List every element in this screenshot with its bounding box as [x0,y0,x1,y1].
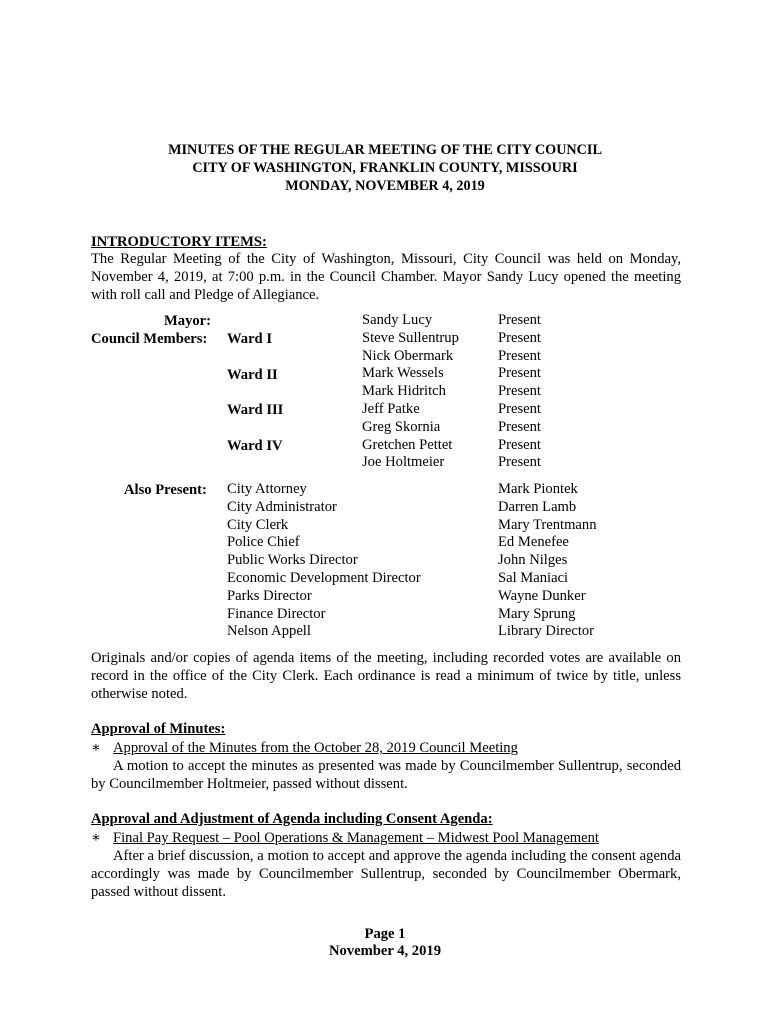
bullet-icon: ∗ [91,830,101,846]
approval-agenda-text: After a brief discussion, a motion to accept and approve the agenda including the consent agenda accordingly was made by Councilmember Sullentrup, seconded by Councilmember Obermark, passed without dissent. [91,848,681,900]
roll-status-column [498,312,541,472]
staff-name: Mary Trentmann [498,516,597,533]
bullet-icon: ∗ [91,740,101,756]
roll-name: Nick Obermark [362,347,454,364]
roll-status: Present [498,312,541,328]
roll-status: Present [498,383,541,400]
roll-name: Mark Hidritch [362,383,446,400]
staff-name: Mary Sprung [498,605,576,622]
staff-name: Wayne Dunker [498,587,586,604]
staff-title: Public Works Director [227,552,358,569]
footer-date: November 4, 2019 [328,943,441,959]
roll-name: Mark Wessels [362,365,444,382]
staff-name: Library Director [498,623,595,640]
document-title-line2: CITY OF WASHINGTON, FRANKLIN COUNTY, MISSOURI [192,160,578,176]
staff-name: Mark Piontek [498,481,578,497]
roll-status: Present [498,400,541,417]
staff-title: Police Chief [227,534,300,551]
staff-title: City Clerk [227,516,289,533]
ward-label: Ward IV [227,438,283,454]
roll-status: Present [498,347,541,364]
roll-names-column [362,312,459,472]
document-title-date: MONDAY, NOVEMBER 4, 2019 [285,178,485,194]
council-members-label: Council Members: [91,331,208,347]
staff-names-column [498,481,597,641]
roll-name: Sandy Lucy [362,312,433,328]
originals-paragraph: Originals and/or copies of agenda items of the meeting, including recorded votes are available on record in the office of the City Clerk. Each ordinance is read a minimum of twice by title, unless otherwise noted. [91,650,681,702]
page-number: Page 1 [364,926,406,942]
roll-name: Jeff Patke [362,400,420,417]
staff-title: City Administrator [227,498,337,515]
approval-agenda-item-title: Final Pay Request – Pool Operations & Management – Midwest Pool Management [113,830,599,846]
staff-name: Ed Menefee [498,534,569,551]
intro-heading: INTRODUCTORY ITEMS: [91,234,267,250]
approval-minutes-heading: Approval of Minutes: [91,721,226,737]
approval-minutes-item [91,739,681,757]
ward-label: Ward II [227,367,278,383]
ward-label: Ward III [227,402,284,418]
staff-name: Sal Maniaci [498,569,569,586]
roll-status: Present [498,365,541,382]
staff-title: City Attorney [227,481,307,497]
staff-title: Parks Director [227,587,312,604]
roll-status: Present [498,418,541,435]
staff-name: Darren Lamb [498,498,577,515]
roll-name: Greg Skornia [362,418,441,435]
approval-agenda-heading: Approval and Adjustment of Agenda including Consent Agenda: [91,811,493,827]
roll-status: Present [498,436,541,453]
staff-title: Finance Director [227,605,326,622]
staff-titles-column [227,481,421,641]
approval-agenda-item [91,829,681,847]
approval-minutes-text: A motion to accept the minutes as presented was made by Councilmember Sullentrup, seconded by Councilmember Holtmeier, passed without dissent. [91,758,681,792]
roll-name: Steve Sullentrup [362,329,459,346]
also-present-label: Also Present: [124,482,207,498]
roll-name: Gretchen Pettet [362,436,453,453]
staff-title: Nelson Appell [227,623,311,640]
document-title-line1: MINUTES OF THE REGULAR MEETING OF THE CITY COUNCIL [168,142,602,158]
roll-name: Joe Holtmeier [362,454,445,471]
staff-title: Economic Development Director [227,569,421,586]
mayor-label: Mayor: [164,313,212,329]
roll-status: Present [498,454,541,471]
ward-label: Ward I [227,331,273,347]
intro-paragraph: The Regular Meeting of the City of Washington, Missouri, City Council was held on Monday, November 4, 2019, at 7:00 p.m. in the Council Chamber. Mayor Sandy Lucy opened the meeting with roll call and Pledge of Allegiance. [91,251,681,303]
roll-status: Present [498,329,541,346]
staff-name: John Nilges [498,552,568,569]
approval-minutes-item-title: Approval of the Minutes from the October 28, 2019 Council Meeting [113,740,518,756]
